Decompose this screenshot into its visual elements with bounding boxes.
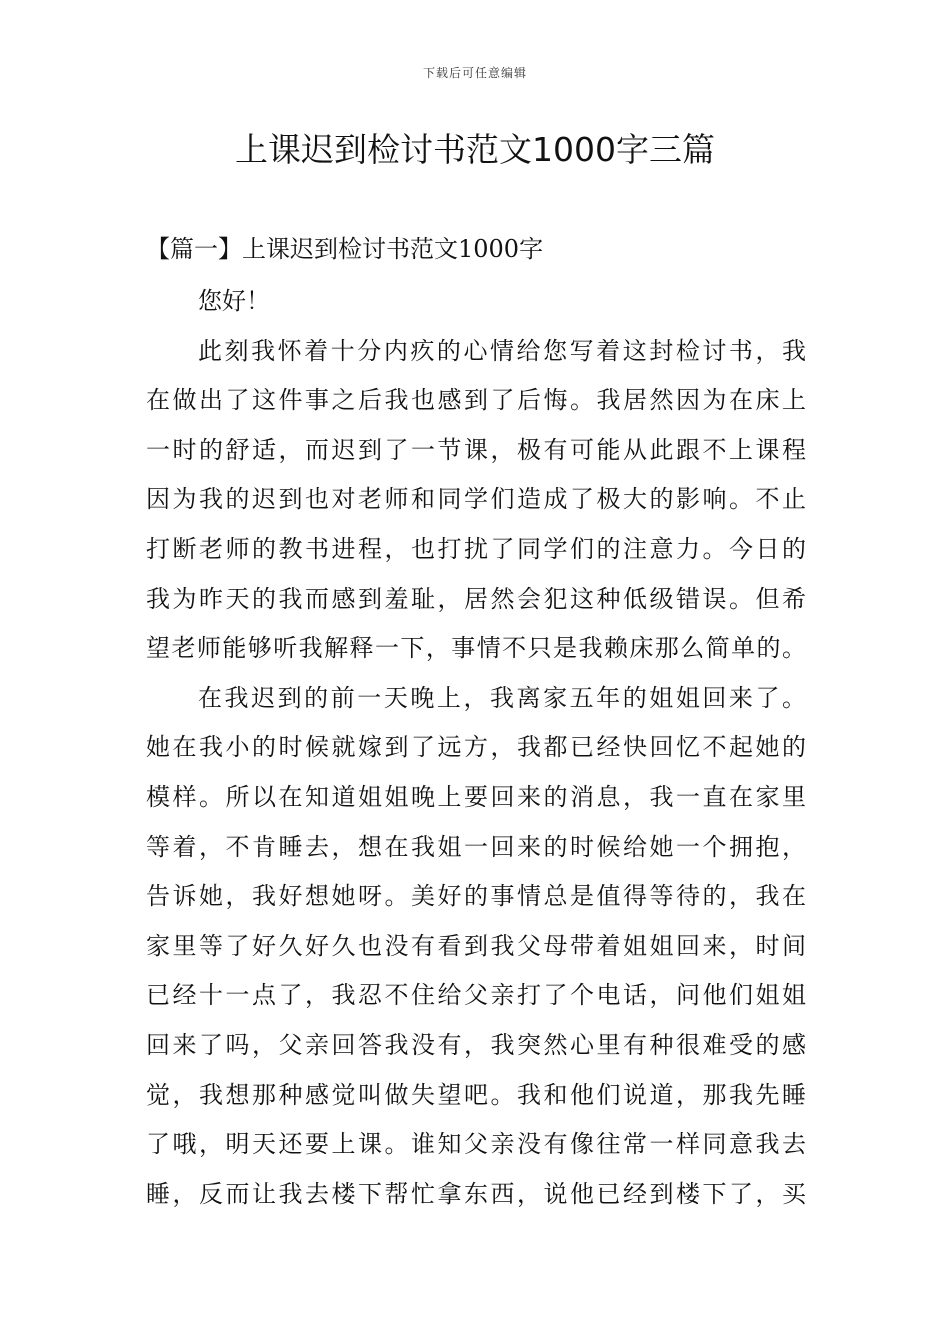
paragraph-line: 打断老师的教书进程，也打扰了同学们的注意力。今日的 <box>146 534 806 563</box>
paragraph-line: 她在我小的时候就嫁到了远方，我都已经快回忆不起她的 <box>146 733 806 762</box>
paragraph-line: 一时的舒适，而迟到了一节课，极有可能从此跟不上课程 <box>146 435 806 464</box>
greeting-line: 您好！ <box>198 287 270 315</box>
section-heading: 【篇一】上课迟到检讨书范文1000字 <box>146 235 544 263</box>
paragraph-line: 觉，我想那种感觉叫做失望吧。我和他们说道，那我先睡 <box>146 1080 806 1109</box>
paragraph-line: 告诉她，我好想她呀。美好的事情总是值得等待的，我在 <box>146 882 806 911</box>
paragraph-line: 此刻我怀着十分内疚的心情给您写着这封检讨书，我 <box>198 336 806 365</box>
paragraph-line: 已经十一点了，我忍不住给父亲打了个电话，问他们姐姐 <box>146 981 806 1010</box>
paragraph-line: 望老师能够听我解释一下，事情不只是我赖床那么简单的。 <box>146 634 806 663</box>
document-body <box>146 277 806 1219</box>
header-note: 下载后可任意编辑 <box>422 66 527 80</box>
paragraph-line: 因为我的迟到也对老师和同学们造成了极大的影响。不止 <box>146 485 806 514</box>
paragraph-line: 在我迟到的前一天晚上，我离家五年的姐姐回来了。 <box>198 683 806 712</box>
paragraph-line: 回来了吗，父亲回答我没有，我突然心里有种很难受的感 <box>146 1030 806 1059</box>
document-title: 上课迟到检讨书范文1000字三篇 <box>235 130 715 169</box>
paragraph-line: 在做出了这件事之后我也感到了后悔。我居然因为在床上 <box>146 386 806 415</box>
paragraph-line: 等着，不肯睡去，想在我姐一回来的时候给她一个拥抱， <box>146 832 806 861</box>
paragraph-line: 家里等了好久好久也没有看到我父母带着姐姐回来，时间 <box>146 931 806 960</box>
paragraph-line: 睡，反而让我去楼下帮忙拿东西，说他已经到楼下了，买 <box>146 1179 806 1208</box>
paragraph-line: 了哦，明天还要上课。谁知父亲没有像往常一样同意我去 <box>146 1130 806 1159</box>
paragraph-line: 我为昨天的我而感到羞耻，居然会犯这种低级错误。但希 <box>146 584 806 613</box>
paragraph-line: 模样。所以在知道姐姐晚上要回来的消息，我一直在家里 <box>146 782 806 811</box>
